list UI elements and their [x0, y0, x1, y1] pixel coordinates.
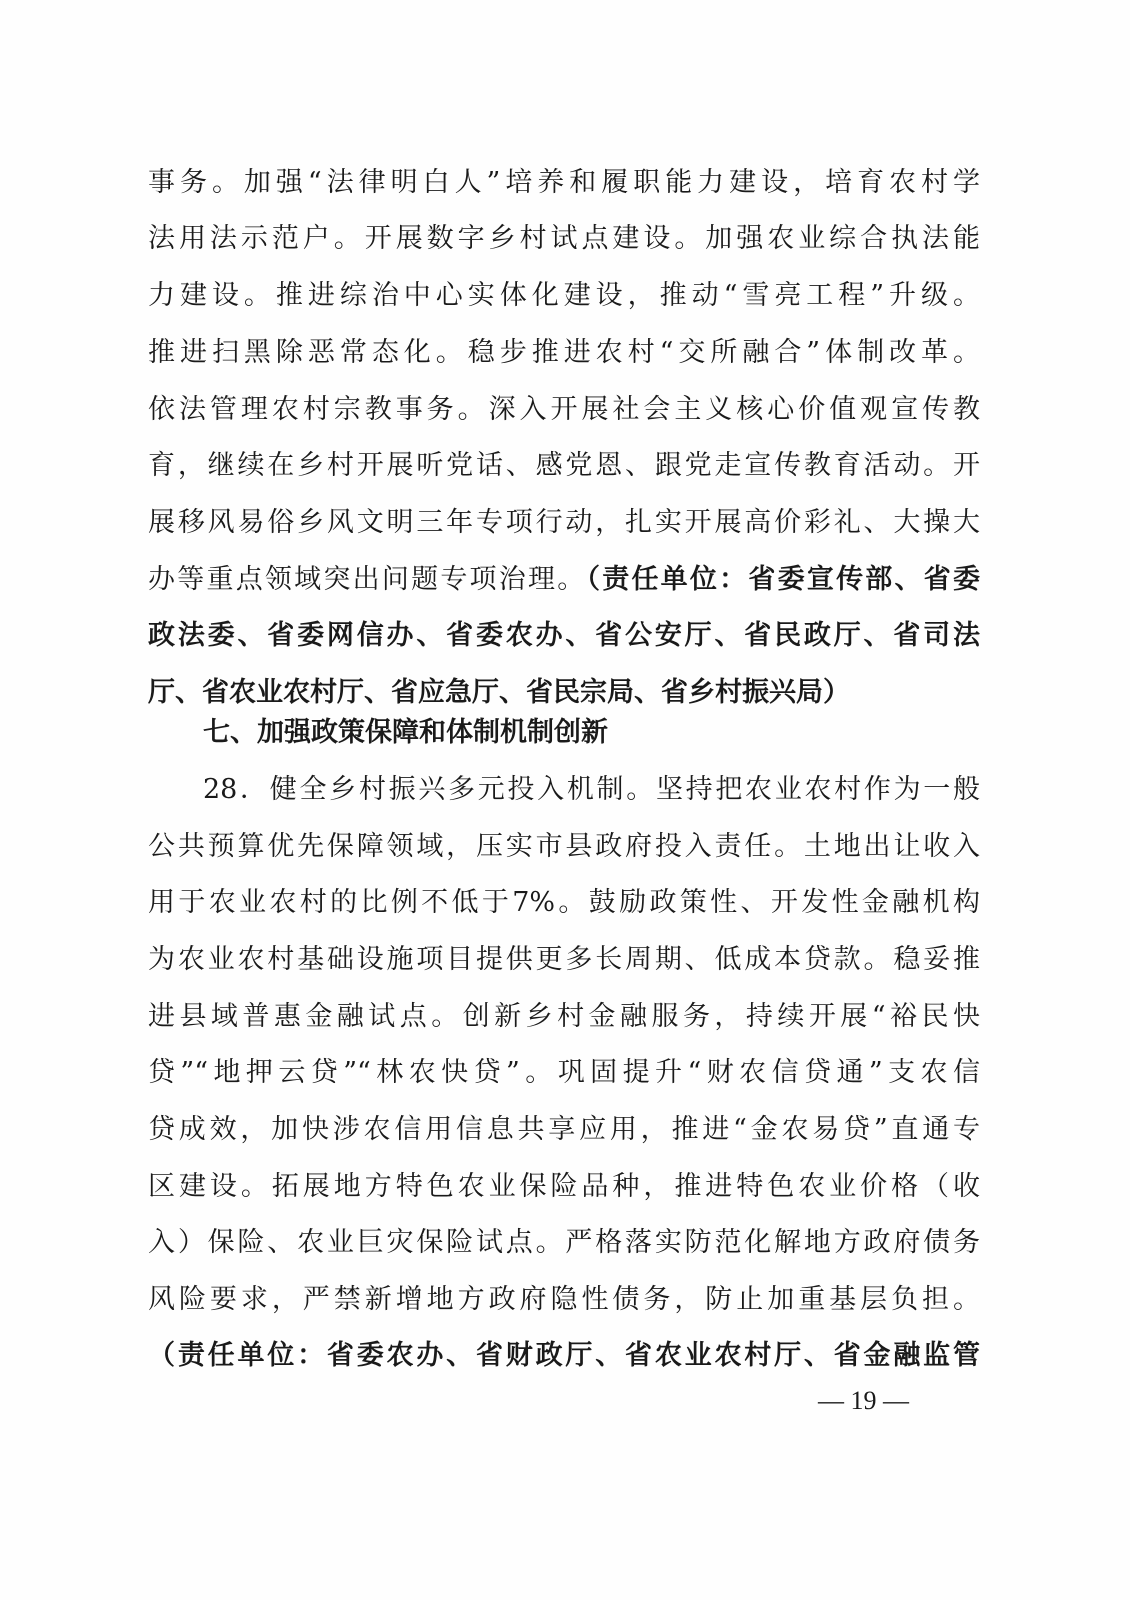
- responsibility-units: （责任单位：省委宣传部、省委: [586, 564, 981, 595]
- paragraph-line: 依法管理农村宗教事务。深入开展社会主义核心价值观宣传教: [148, 394, 980, 425]
- paragraph-line: 事务。加强“法律明白人”培养和履职能力建设，培育农村学: [148, 167, 980, 198]
- paragraph-line: 入）保险、农业巨灾保险试点。严格落实防范化解地方政府债务: [148, 1227, 980, 1258]
- section-heading: 七、加强政策保障和体制机制创新: [203, 717, 608, 748]
- paragraph-line: 法用法示范户。开展数字乡村试点建设。加强农业综合执法能: [148, 223, 980, 254]
- page-number: — 19 —: [818, 1386, 909, 1415]
- responsibility-units: （责任单位：省委农办、省财政厅、省农业农村厅、省金融监管: [148, 1340, 980, 1371]
- paragraph-line: 贷成效，加快涉农信用信息共享应用，推进“金农易贷”直通专: [148, 1114, 980, 1145]
- responsibility-units: 厅、省农业农村厅、省应急厅、省民宗局、省乡村振兴局）: [148, 677, 850, 708]
- paragraph-line: 力建设。推进综治中心实体化建设，推动“雪亮工程”升级。: [148, 280, 980, 311]
- paragraph-line: 展移风易俗乡风文明三年专项行动，扎实开展高价彩礼、大操大: [148, 507, 980, 538]
- paragraph-line: 贷”“地押云贷”“林农快贷”。巩固提升“财农信贷通”支农信: [148, 1057, 980, 1088]
- paragraph-line: 推进扫黑除恶常态化。稳步推进农村“交所融合”体制改革。: [148, 337, 980, 368]
- paragraph-line: 区建设。拓展地方特色农业保险品种，推进特色农业价格（收: [148, 1171, 980, 1202]
- paragraph-line: 用于农业农村的比例不低于7%。鼓励政策性、开发性金融机构: [148, 887, 980, 918]
- paragraph-line: 公共预算优先保障领域，压实市县政府投入责任。土地出让收入: [148, 831, 980, 862]
- paragraph-line: 风险要求，严禁新增地方政府隐性债务，防止加重基层负担。: [148, 1284, 980, 1315]
- paragraph-text: 办等重点领域突出问题专项治理。: [148, 564, 587, 595]
- paragraph-line-mixed: [148, 560, 980, 600]
- paragraph-line: 28．健全乡村振兴多元投入机制。坚持把农业农村作为一般: [203, 774, 980, 805]
- paragraph-line: 进县域普惠金融试点。创新乡村金融服务，持续开展“裕民快: [148, 1001, 980, 1032]
- paragraph-line: 为农业农村基础设施项目提供更多长周期、低成本贷款。稳妥推: [148, 944, 980, 975]
- paragraph-line: 育，继续在乡村开展听党话、感党恩、跟党走宣传教育活动。开: [148, 450, 980, 481]
- responsibility-units: 政法委、省委网信办、省委农办、省公安厅、省民政厅、省司法: [148, 620, 980, 651]
